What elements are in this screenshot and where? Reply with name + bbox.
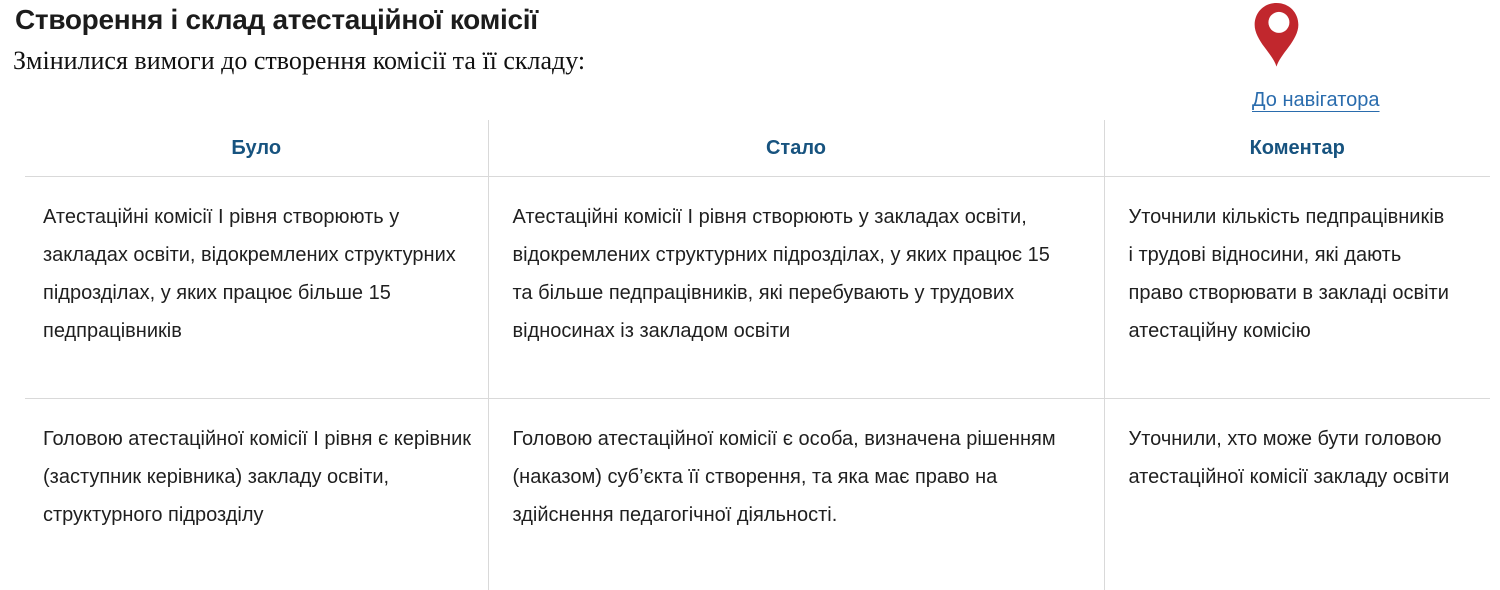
table-header-row — [25, 120, 1490, 177]
column-header-stalo: Стало — [488, 120, 1104, 177]
map-marker-icon[interactable] — [1253, 2, 1300, 70]
table-row — [25, 177, 1490, 399]
navigator-block — [1252, 2, 1380, 112]
cell-komentar: Уточнили кількість педпрацівників і трудові відносини, які дають право створювати в закладі освіти атестаційну комісію — [1104, 177, 1490, 399]
cell-stalo: Головою атестаційної комісії є особа, визначена рішенням (наказом) суб’єкта її створення, та яка має право на здійснення педагогічної діяльності. — [488, 399, 1104, 590]
cell-bulo: Атестаційні комісії І рівня створюють у закладах освіти, відокремлених структурних підрозділах, у яких працює більше 15 педпрацівників — [25, 177, 488, 399]
cell-komentar: Уточнили, хто може бути головою атестаційної комісії закладу освіти — [1104, 399, 1490, 590]
cell-stalo: Атестаційні комісії І рівня створюють у закладах освіти, відокремлених структурних підрозділах, у яких працює 15 та більше педпрацівників, які перебувають у трудових відносинах із закладом освіти — [488, 177, 1104, 399]
column-header-bulo: Було — [25, 120, 488, 177]
navigator-link[interactable]: До навігатора — [1252, 88, 1380, 112]
page-title: Створення і склад атестаційної комісії — [15, 2, 538, 38]
cell-bulo: Головою атестаційної комісії І рівня є керівник (заступник керівника) закладу освіти, структурного підрозділу — [25, 399, 488, 590]
page-header — [0, 0, 1500, 120]
table-row — [25, 399, 1490, 590]
column-header-komentar: Коментар — [1104, 120, 1490, 177]
page-subtitle: Змінилися вимоги до створення комісії та її складу: — [13, 44, 585, 78]
comparison-table — [25, 120, 1490, 590]
